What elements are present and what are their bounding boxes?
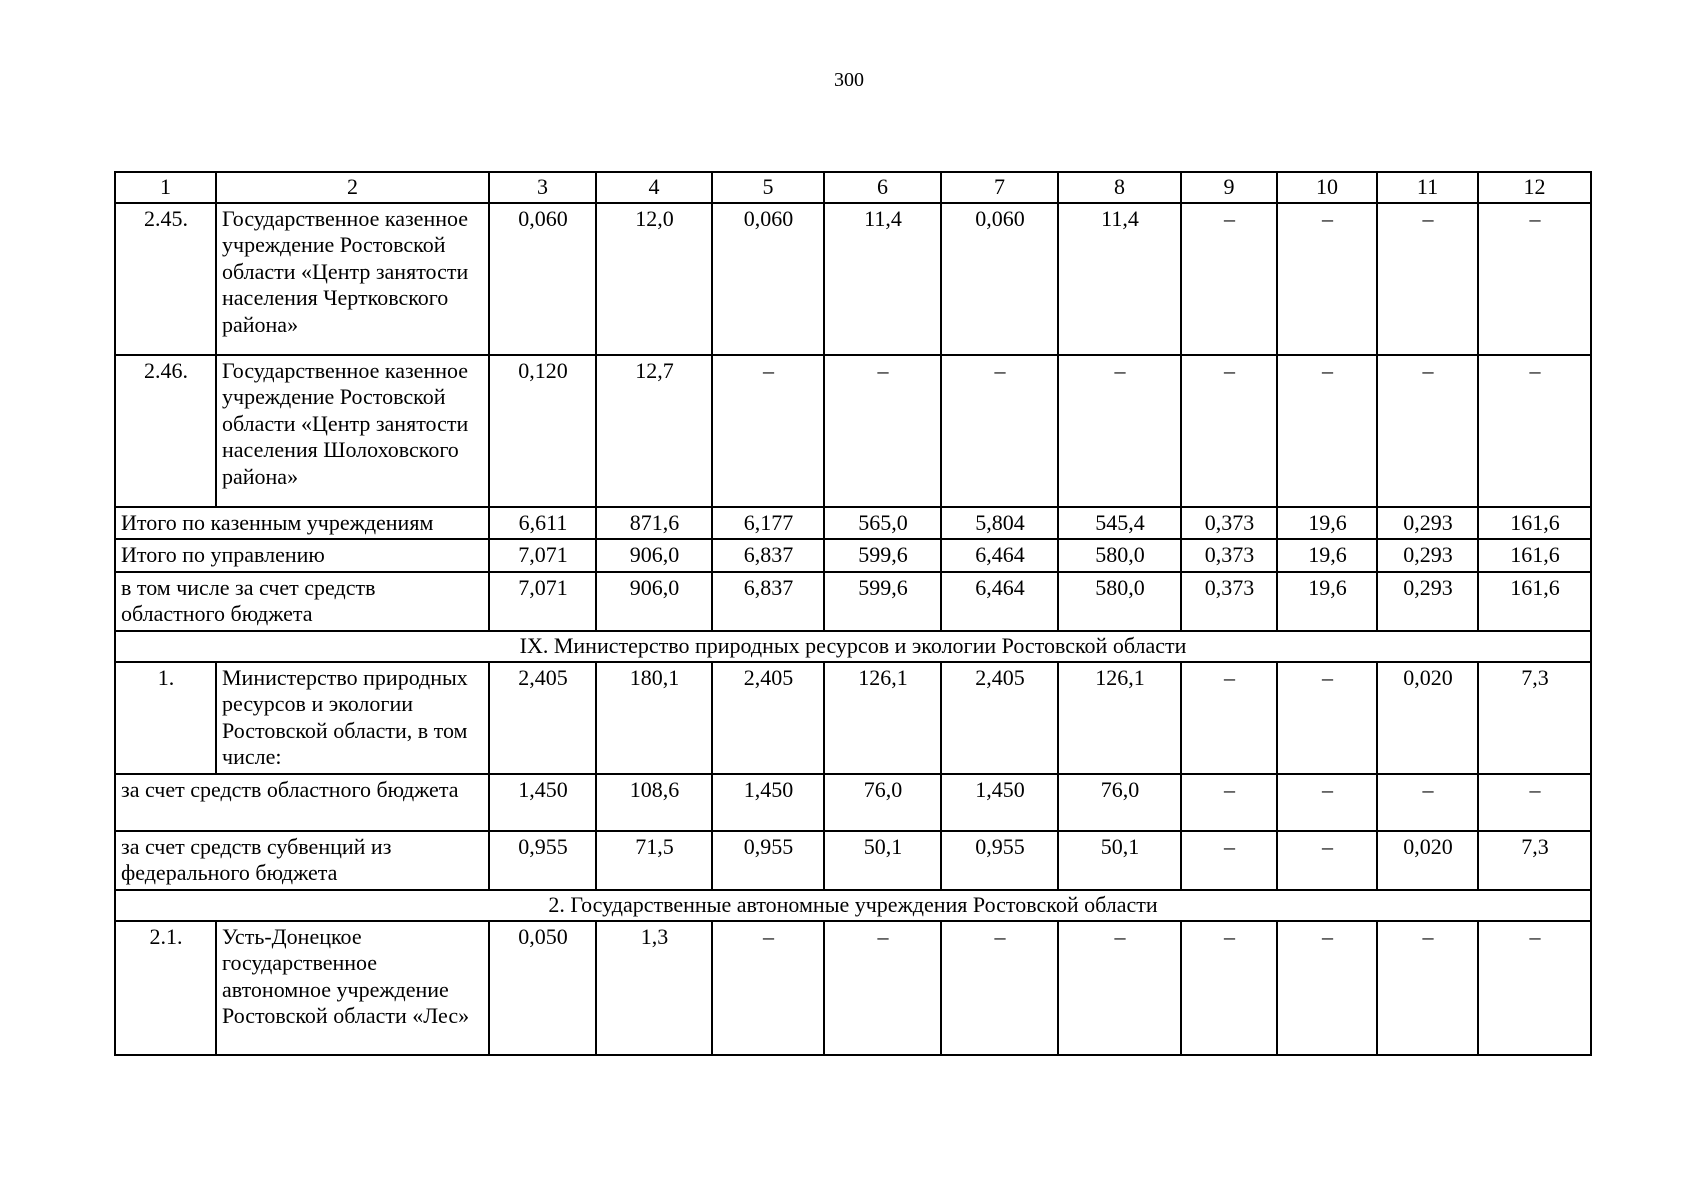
value-cell: – bbox=[941, 355, 1058, 507]
value-cell: – bbox=[1058, 355, 1181, 507]
row-label: Итого по управлению bbox=[115, 539, 489, 572]
value-cell: 599,6 bbox=[824, 539, 941, 572]
value-cell: – bbox=[712, 355, 824, 507]
value-cell: 545,4 bbox=[1058, 507, 1181, 540]
value-cell: 7,071 bbox=[489, 539, 596, 572]
value-cell: – bbox=[1277, 662, 1377, 774]
row-number: 2.1. bbox=[115, 921, 216, 1055]
value-cell: 11,4 bbox=[1058, 203, 1181, 355]
row-label: Итого по казенным учреждениям bbox=[115, 507, 489, 540]
value-cell: 0,955 bbox=[712, 831, 824, 890]
value-cell: – bbox=[1181, 355, 1277, 507]
value-cell: 6,177 bbox=[712, 507, 824, 540]
value-cell: 126,1 bbox=[824, 662, 941, 774]
value-cell: 0,955 bbox=[941, 831, 1058, 890]
column-header: 6 bbox=[824, 172, 941, 203]
column-header: 8 bbox=[1058, 172, 1181, 203]
row-label: за счет средств субвенций из федерального бюджета bbox=[115, 831, 489, 890]
value-cell: – bbox=[1181, 662, 1277, 774]
value-cell: 126,1 bbox=[1058, 662, 1181, 774]
value-cell: 6,464 bbox=[941, 539, 1058, 572]
column-number-header-row bbox=[115, 172, 1591, 203]
row-number: 1. bbox=[115, 662, 216, 774]
column-header: 7 bbox=[941, 172, 1058, 203]
value-cell: – bbox=[1478, 203, 1591, 355]
value-cell: 19,6 bbox=[1277, 507, 1377, 540]
value-cell: 50,1 bbox=[824, 831, 941, 890]
value-cell: – bbox=[1277, 774, 1377, 831]
value-cell: – bbox=[1377, 203, 1478, 355]
table-row bbox=[115, 662, 1591, 774]
column-header: 11 bbox=[1377, 172, 1478, 203]
row-number: 2.45. bbox=[115, 203, 216, 355]
column-header: 3 bbox=[489, 172, 596, 203]
value-cell: 19,6 bbox=[1277, 539, 1377, 572]
value-cell: 0,293 bbox=[1377, 572, 1478, 631]
value-cell: 0,020 bbox=[1377, 662, 1478, 774]
value-cell: – bbox=[1181, 831, 1277, 890]
value-cell: – bbox=[1377, 921, 1478, 1055]
value-cell: 1,450 bbox=[489, 774, 596, 831]
value-cell: 12,0 bbox=[596, 203, 712, 355]
page-number: 300 bbox=[834, 69, 864, 91]
value-cell: – bbox=[824, 355, 941, 507]
total-row bbox=[115, 507, 1591, 540]
value-cell: 2,405 bbox=[941, 662, 1058, 774]
value-cell: 0,373 bbox=[1181, 507, 1277, 540]
value-cell: 11,4 bbox=[824, 203, 941, 355]
total-row bbox=[115, 572, 1591, 631]
section-header-row bbox=[115, 890, 1591, 921]
institution-name: Усть-Донецкое государственное автономное учреждение Ростовской области «Лес» bbox=[216, 921, 489, 1055]
value-cell: 2,405 bbox=[489, 662, 596, 774]
column-header: 9 bbox=[1181, 172, 1277, 203]
value-cell: 0,955 bbox=[489, 831, 596, 890]
value-cell: 6,464 bbox=[941, 572, 1058, 631]
total-row bbox=[115, 539, 1591, 572]
value-cell: 0,060 bbox=[489, 203, 596, 355]
value-cell: – bbox=[1181, 774, 1277, 831]
value-cell: 1,3 bbox=[596, 921, 712, 1055]
value-cell: – bbox=[941, 921, 1058, 1055]
value-cell: 5,804 bbox=[941, 507, 1058, 540]
column-header: 2 bbox=[216, 172, 489, 203]
value-cell: 0,020 bbox=[1377, 831, 1478, 890]
total-row bbox=[115, 774, 1591, 831]
value-cell: 161,6 bbox=[1478, 507, 1591, 540]
institution-name: Государственное казенное учреждение Ростовской области «Центр занятости населения Шолоховского района» bbox=[216, 355, 489, 507]
column-header: 10 bbox=[1277, 172, 1377, 203]
value-cell: 599,6 bbox=[824, 572, 941, 631]
value-cell: – bbox=[824, 921, 941, 1055]
table-row bbox=[115, 355, 1591, 507]
value-cell: 0,373 bbox=[1181, 539, 1277, 572]
value-cell: 50,1 bbox=[1058, 831, 1181, 890]
value-cell: – bbox=[1478, 355, 1591, 507]
value-cell: 2,405 bbox=[712, 662, 824, 774]
value-cell: 161,6 bbox=[1478, 572, 1591, 631]
value-cell: 0,050 bbox=[489, 921, 596, 1055]
value-cell: 161,6 bbox=[1478, 539, 1591, 572]
value-cell: 6,611 bbox=[489, 507, 596, 540]
institution-name: Государственное казенное учреждение Ростовской области «Центр занятости населения Чертковского района» bbox=[216, 203, 489, 355]
value-cell: 7,3 bbox=[1478, 662, 1591, 774]
column-header: 12 bbox=[1478, 172, 1591, 203]
value-cell: 6,837 bbox=[712, 539, 824, 572]
row-number: 2.46. bbox=[115, 355, 216, 507]
value-cell: 0,293 bbox=[1377, 507, 1478, 540]
value-cell: – bbox=[1377, 355, 1478, 507]
value-cell: 108,6 bbox=[596, 774, 712, 831]
column-header: 4 bbox=[596, 172, 712, 203]
value-cell: 19,6 bbox=[1277, 572, 1377, 631]
value-cell: – bbox=[1058, 921, 1181, 1055]
value-cell: 0,060 bbox=[712, 203, 824, 355]
value-cell: – bbox=[1478, 921, 1591, 1055]
value-cell: 76,0 bbox=[1058, 774, 1181, 831]
value-cell: 565,0 bbox=[824, 507, 941, 540]
value-cell: 76,0 bbox=[824, 774, 941, 831]
value-cell: 0,060 bbox=[941, 203, 1058, 355]
value-cell: 12,7 bbox=[596, 355, 712, 507]
value-cell: – bbox=[1277, 203, 1377, 355]
institution-name: Министерство природных ресурсов и экологии Ростовской области, в том числе: bbox=[216, 662, 489, 774]
value-cell: 871,6 bbox=[596, 507, 712, 540]
table-row bbox=[115, 203, 1591, 355]
value-cell: – bbox=[1181, 921, 1277, 1055]
value-cell: 7,3 bbox=[1478, 831, 1591, 890]
row-label: за счет средств областного бюджета bbox=[115, 774, 489, 831]
value-cell: – bbox=[1377, 774, 1478, 831]
row-label: в том числе за счет средств областного бюджета bbox=[115, 572, 489, 631]
value-cell: 1,450 bbox=[712, 774, 824, 831]
value-cell: 580,0 bbox=[1058, 572, 1181, 631]
value-cell: 0,293 bbox=[1377, 539, 1478, 572]
value-cell: 906,0 bbox=[596, 572, 712, 631]
value-cell: – bbox=[1277, 831, 1377, 890]
table-row bbox=[115, 921, 1591, 1055]
column-header: 1 bbox=[115, 172, 216, 203]
value-cell: 0,120 bbox=[489, 355, 596, 507]
value-cell: – bbox=[1478, 774, 1591, 831]
value-cell: 580,0 bbox=[1058, 539, 1181, 572]
value-cell: 180,1 bbox=[596, 662, 712, 774]
data-table bbox=[114, 171, 1592, 1056]
value-cell: – bbox=[712, 921, 824, 1055]
section-title: 2. Государственные автономные учреждения Ростовской области bbox=[115, 890, 1591, 921]
value-cell: 71,5 bbox=[596, 831, 712, 890]
value-cell: 906,0 bbox=[596, 539, 712, 572]
value-cell: – bbox=[1277, 921, 1377, 1055]
total-row bbox=[115, 831, 1591, 890]
value-cell: – bbox=[1181, 203, 1277, 355]
value-cell: – bbox=[1277, 355, 1377, 507]
column-header: 5 bbox=[712, 172, 824, 203]
value-cell: 6,837 bbox=[712, 572, 824, 631]
section-header-row bbox=[115, 631, 1591, 662]
value-cell: 1,450 bbox=[941, 774, 1058, 831]
value-cell: 0,373 bbox=[1181, 572, 1277, 631]
section-title: IX. Министерство природных ресурсов и экологии Ростовской области bbox=[115, 631, 1591, 662]
value-cell: 7,071 bbox=[489, 572, 596, 631]
